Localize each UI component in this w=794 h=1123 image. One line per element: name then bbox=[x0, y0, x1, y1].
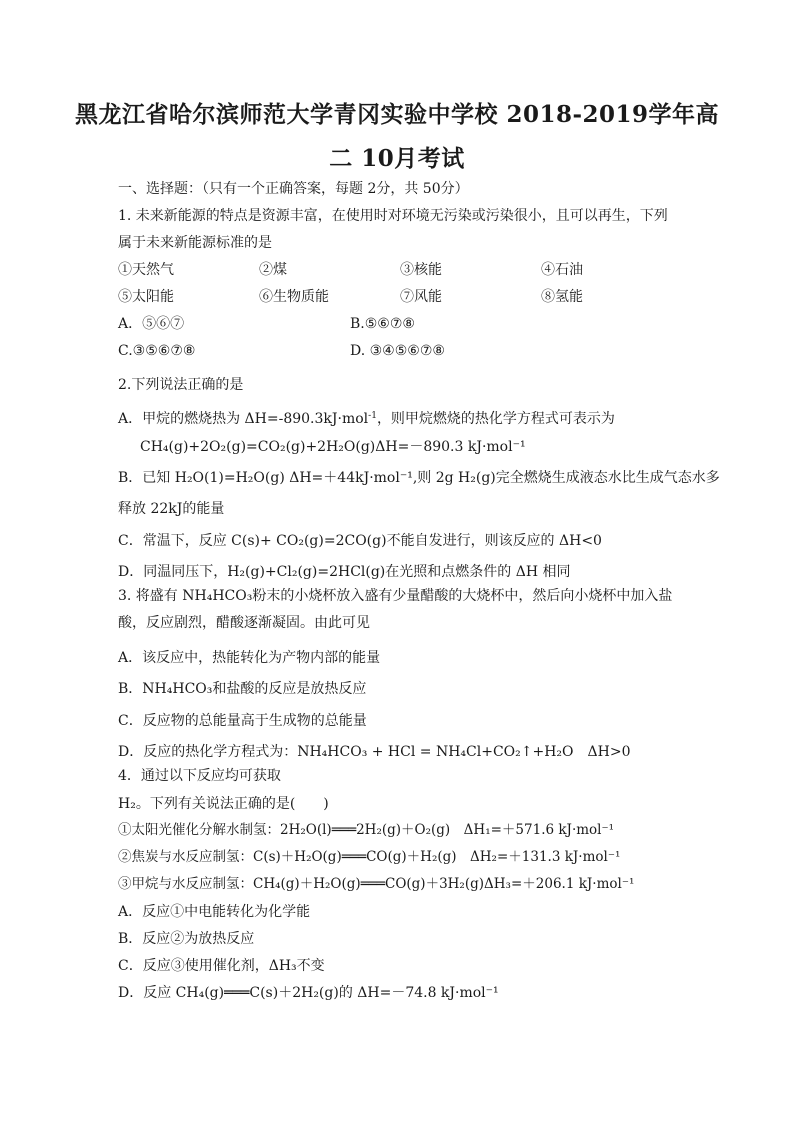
q2-option-b-line2: 释放 22kJ的能量 bbox=[118, 501, 225, 517]
q1-stem-line1: 1. 未来新能源的特点是资源丰富，在使用时对环境无污染或污染很小，且可以再生，下列 bbox=[118, 208, 668, 224]
q3-option-c: C．反应物的总能量高于生成物的总能量 bbox=[118, 713, 367, 729]
q3-option-a: A．该反应中，热能转化为产物内部的能量 bbox=[118, 650, 381, 666]
q2-option-a-line2: CH₄(g)+2O₂(g)=CO₂(g)+2H₂O(g)ΔH=－890.3 kJ·mol⁻¹ bbox=[140, 439, 526, 455]
q2-stem: 2.下列说法正确的是 bbox=[118, 377, 244, 393]
q4-reaction-2: ②焦炭与水反应制氢：C(s)＋H₂O(g)═══CO(g)＋H₂(g) ΔH₂=＋131.3 kJ·mol⁻¹ bbox=[118, 849, 621, 865]
q2-a-text: A．甲烷的燃烧热为 ΔH=-890.3kJ·mol bbox=[118, 411, 369, 427]
q2-option-a-line1 bbox=[118, 407, 615, 428]
q1-option-a: A．⑤⑥⑦ bbox=[118, 316, 185, 332]
q4-option-d: D．反应 CH₄(g)═══C(s)＋2H₂(g)的 ΔH=－74.8 kJ·mol⁻¹ bbox=[118, 985, 499, 1001]
q1-item-8: ⑧氢能 bbox=[541, 289, 583, 305]
q4-stem-line2: H₂。下列有关说法正确的是( ) bbox=[118, 796, 329, 812]
q2-option-d: D．同温同压下，H₂(g)+Cl₂(g)=2HCl(g)在光照和点燃条件的 ΔH 相同 bbox=[118, 564, 571, 580]
q4-reaction-3: ③甲烷与水反应制氢：CH₄(g)＋H₂O(g)═══CO(g)＋3H₂(g)ΔH₃=＋206.1 kJ·mol⁻¹ bbox=[118, 876, 635, 892]
q1-item-6: ⑥生物质能 bbox=[259, 289, 329, 305]
q1-option-b: B.⑤⑥⑦⑧ bbox=[350, 316, 415, 332]
q4-option-c: C．反应③使用催化剂，ΔH₃不变 bbox=[118, 958, 325, 974]
q1-item-3: ③核能 bbox=[400, 262, 442, 278]
q1-item-1: ①天然气 bbox=[118, 262, 174, 278]
q1-stem-line2: 属于未来新能源标准的是 bbox=[118, 235, 272, 251]
q3-stem-line2: 酸，反应剧烈，醋酸逐渐凝固。由此可见 bbox=[118, 615, 370, 631]
q4-option-a: A．反应①中电能转化为化学能 bbox=[118, 904, 311, 920]
q1-item-2: ②煤 bbox=[259, 262, 287, 278]
q1-option-d: D. ③④⑤⑥⑦⑧ bbox=[350, 343, 445, 359]
q1-option-c: C.③⑤⑥⑦⑧ bbox=[118, 343, 196, 359]
q1-item-5: ⑤太阳能 bbox=[118, 289, 174, 305]
q1-item-7: ⑦风能 bbox=[400, 289, 442, 305]
q1-item-4: ④石油 bbox=[541, 262, 583, 278]
q2-option-c: C．常温下，反应 C(s)+ CO₂(g)=2CO(g)不能自发进行，则该反应的 ΔH<0 bbox=[118, 533, 602, 549]
q2-a-superscript: -1 bbox=[368, 411, 377, 421]
q4-reaction-1: ①太阳光催化分解水制氢：2H₂O(l)═══2H₂(g)＋O₂(g) ΔH₁=＋571.6 kJ·mol⁻¹ bbox=[118, 822, 615, 838]
q2-option-b-line1: B．已知 H₂O(1)=H₂O(g) ΔH=＋44kJ·mol⁻¹,则 2g H₂(g)完全燃烧生成液态水比生成气态水多 bbox=[118, 470, 720, 486]
exam-title-line1: 黑龙江省哈尔滨师范大学青冈实验中学校 2018-2019学年高 bbox=[74, 101, 720, 128]
q3-stem-line1: 3. 将盛有 NH₄HCO₃粉末的小烧杯放入盛有少量醋酸的大烧杯中，然后向小烧杯中加入盐 bbox=[118, 588, 673, 604]
q2-a-text-rest: ，则甲烷燃烧的热化学方程式可表示为 bbox=[376, 411, 615, 427]
q3-option-d: D．反应的热化学方程式为：NH₄HCO₃ + HCl = NH₄Cl+CO₂↑+H₂O ΔH>0 bbox=[118, 744, 631, 760]
q3-option-b: B．NH₄HCO₃和盐酸的反应是放热反应 bbox=[118, 681, 367, 697]
exam-title-line2: 二 10月考试 bbox=[329, 145, 465, 172]
q4-stem-line1: 4．通过以下反应均可获取 bbox=[118, 768, 281, 784]
section-heading: 一、选择题：（只有一个正确答案，每题 2分，共 50分） bbox=[118, 181, 469, 197]
q4-option-b: B．反应②为放热反应 bbox=[118, 931, 255, 947]
